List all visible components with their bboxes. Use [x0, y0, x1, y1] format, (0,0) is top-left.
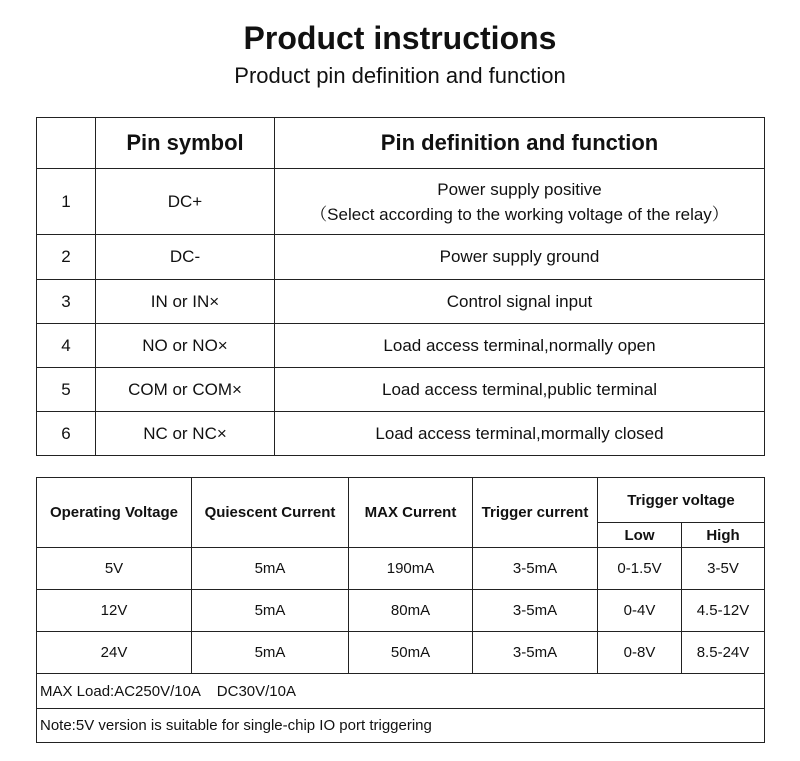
trigger-low: 0-1.5V	[598, 548, 682, 590]
pin-symbol: DC+	[96, 169, 275, 235]
table-row	[37, 632, 765, 674]
trigger-high: 8.5-24V	[682, 632, 765, 674]
trigger-current: 3-5mA	[473, 590, 598, 632]
pin-function	[275, 169, 765, 235]
operating-voltage: 12V	[37, 590, 192, 632]
table-row	[37, 368, 765, 412]
header-low: Low	[598, 523, 682, 548]
header-max-current: MAX Current	[349, 478, 473, 548]
table-header-row	[37, 478, 765, 523]
header-high: High	[682, 523, 765, 548]
header-trigger-voltage: Trigger voltage	[598, 478, 765, 523]
page-title: Product instructions	[243, 20, 557, 56]
pin-function-note: （Select according to the working voltage of the relay）	[310, 204, 729, 224]
quiescent-current: 5mA	[192, 632, 349, 674]
table-row	[37, 235, 765, 280]
pin-symbol: NO or NO×	[96, 324, 275, 368]
pin-number: 5	[37, 368, 96, 412]
page-subtitle: Product pin definition and function	[234, 63, 566, 88]
operating-voltage: 5V	[37, 548, 192, 590]
specification-table	[36, 477, 765, 743]
table-row	[37, 412, 765, 456]
pin-number: 2	[37, 235, 96, 280]
pin-number: 1	[37, 169, 96, 235]
trigger-low: 0-4V	[598, 590, 682, 632]
header-number	[37, 118, 96, 169]
pin-definition-table	[36, 117, 765, 456]
table-row	[37, 324, 765, 368]
trigger-low: 0-8V	[598, 632, 682, 674]
trigger-high: 4.5-12V	[682, 590, 765, 632]
header-pin-symbol: Pin symbol	[96, 118, 275, 169]
table-header-row	[37, 118, 765, 169]
pin-symbol: COM or COM×	[96, 368, 275, 412]
pin-function: Load access terminal,public terminal	[275, 368, 765, 412]
pin-symbol: NC or NC×	[96, 412, 275, 456]
table-row	[37, 280, 765, 324]
note-row	[37, 709, 765, 743]
operating-voltage: 24V	[37, 632, 192, 674]
pin-number: 3	[37, 280, 96, 324]
pin-number: 4	[37, 324, 96, 368]
pin-symbol: IN or IN×	[96, 280, 275, 324]
max-current: 50mA	[349, 632, 473, 674]
note-text: Note:5V version is suitable for single-chip IO port triggering	[37, 709, 765, 743]
trigger-high: 3-5V	[682, 548, 765, 590]
pin-number: 6	[37, 412, 96, 456]
pin-function: Load access terminal,normally open	[275, 324, 765, 368]
pin-function-text: Power supply positive	[437, 179, 602, 199]
table-row	[37, 548, 765, 590]
header-operating-voltage: Operating Voltage	[37, 478, 192, 548]
header-trigger-current: Trigger current	[473, 478, 598, 548]
header-pin-function: Pin definition and function	[275, 118, 765, 169]
quiescent-current: 5mA	[192, 590, 349, 632]
pin-symbol: DC-	[96, 235, 275, 280]
table-row	[37, 590, 765, 632]
max-current: 190mA	[349, 548, 473, 590]
quiescent-current: 5mA	[192, 548, 349, 590]
pin-function: Control signal input	[275, 280, 765, 324]
max-load-row	[37, 674, 765, 709]
table-row	[37, 169, 765, 235]
trigger-current: 3-5mA	[473, 632, 598, 674]
header-quiescent-current: Quiescent Current	[192, 478, 349, 548]
pin-function: Power supply ground	[275, 235, 765, 280]
trigger-current: 3-5mA	[473, 548, 598, 590]
max-load-text: MAX Load:AC250V/10A DC30V/10A	[37, 674, 765, 709]
max-current: 80mA	[349, 590, 473, 632]
pin-function: Load access terminal,mormally closed	[275, 412, 765, 456]
